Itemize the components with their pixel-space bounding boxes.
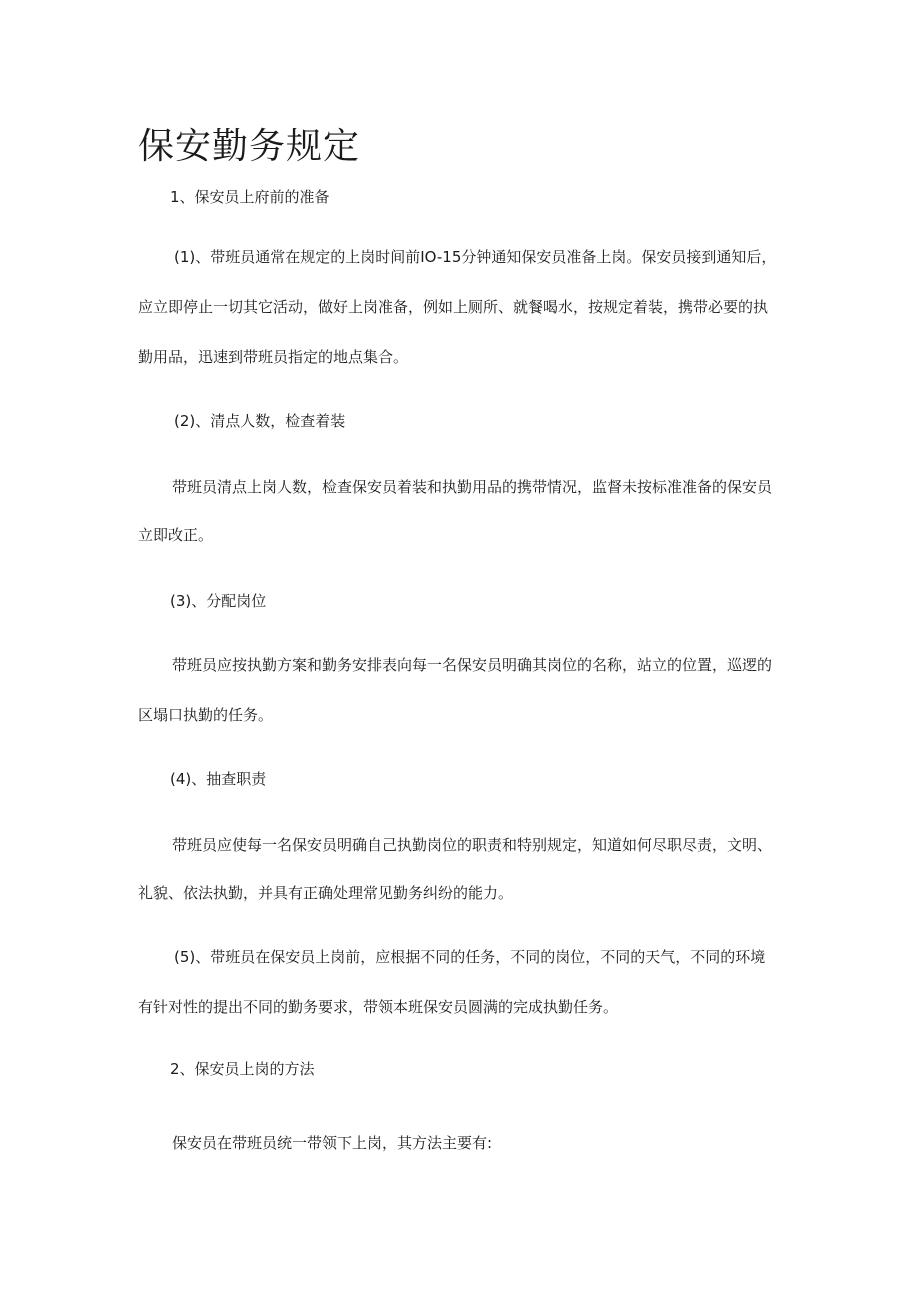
paragraph-line: 带班员应使每一名保安员明确自己执勤岗位的职责和特别规定，知道如何尽职尽责，文明、 <box>172 836 773 854</box>
subsection-heading: (3)、分配岗位 <box>170 592 267 610</box>
paragraph-line: 立即改正。 <box>138 526 214 544</box>
paragraph-line: 勤用品，迅速到带班员指定的地点集合。 <box>138 348 409 366</box>
paragraph-line: 保安员在带班员统一带领下上岗，其方法主要有: <box>172 1134 493 1152</box>
section-heading-1: 1、保安员上府前的准备 <box>170 188 330 206</box>
paragraph-line: 有针对性的提出不同的勤务要求，带领本班保安员圆满的完成执勤任务。 <box>138 998 619 1016</box>
paragraph-line: 区塌口执勤的任务。 <box>138 706 274 724</box>
paragraph-line: (1)、带班员通常在规定的上岗时间前IO-15分钟通知保安员准备上岗。保安员接到通知后， <box>174 248 777 266</box>
section-heading-2: 2、保安员上岗的方法 <box>170 1060 315 1078</box>
paragraph-line: (5)、带班员在保安员上岗前，应根据不同的任务，不同的岗位，不同的天气，不同的环境 <box>174 948 766 966</box>
paragraph-line: 应立即停止一切其它活动，做好上岗准备，例如上厕所、就餐喝水，按规定着装，携带必要的执 <box>138 298 769 316</box>
paragraph-line: 礼貌、依法执勤，并具有正确处理常见勤务纠纷的能力。 <box>138 884 514 902</box>
page-title: 保安勤务规定 <box>138 126 361 167</box>
paragraph-line: 带班员清点上岗人数，检查保安员着装和执勤用品的携带情况，监督未按标准准备的保安员 <box>172 478 773 496</box>
subsection-heading: (4)、抽查职责 <box>170 770 267 788</box>
paragraph-line: 带班员应按执勤方案和勤务安排表向每一名保安员明确其岗位的名称，站立的位置，巡逻的 <box>172 656 773 674</box>
subsection-heading: (2)、清点人数，检查着装 <box>174 412 346 430</box>
